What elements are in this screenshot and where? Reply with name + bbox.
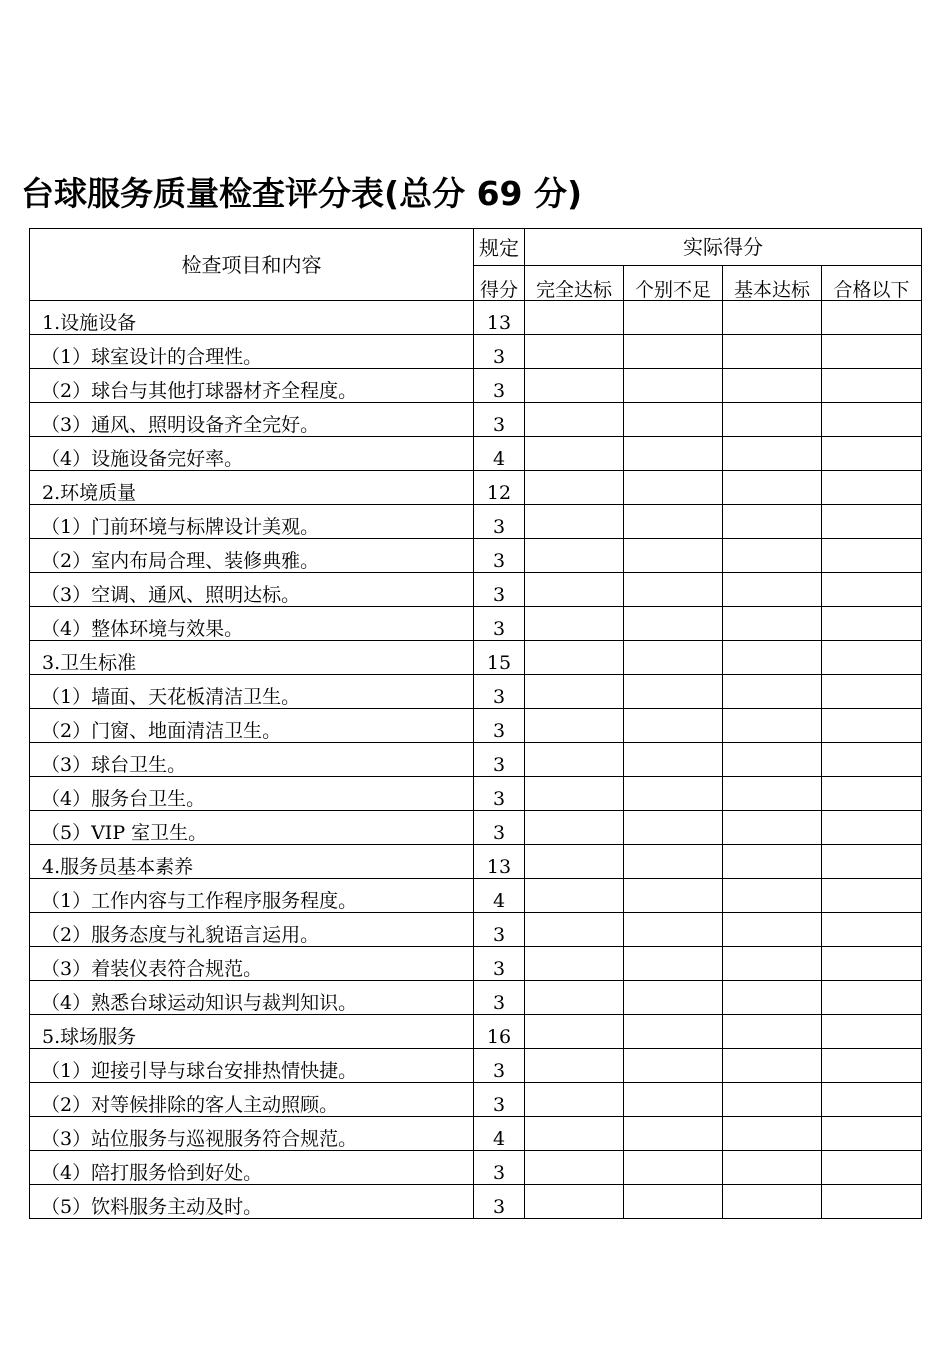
standard-score: 3: [474, 1151, 525, 1185]
actual-score-cell[interactable]: [822, 845, 922, 879]
item-label: （2）对等候排除的客人主动照顾。: [30, 1083, 474, 1117]
item-label: （3）空调、通风、照明达标。: [30, 573, 474, 607]
actual-score-cell[interactable]: [723, 301, 822, 335]
standard-score: 3: [474, 709, 525, 743]
actual-score-cell[interactable]: [525, 471, 624, 505]
item-label: （1）工作内容与工作程序服务程度。: [30, 879, 474, 913]
item-label: （5）VIP 室卫生。: [30, 811, 474, 845]
standard-score: 3: [474, 743, 525, 777]
actual-score-cell[interactable]: [624, 505, 723, 539]
actual-score-cell[interactable]: [525, 1151, 624, 1185]
item-row: [30, 811, 922, 845]
category-label: 3.卫生标准: [30, 641, 474, 675]
item-label: （4）熟悉台球运动知识与裁判知识。: [30, 981, 474, 1015]
item-label: （2）室内布局合理、装修典雅。: [30, 539, 474, 573]
actual-score-cell[interactable]: [822, 1151, 922, 1185]
actual-score-cell[interactable]: [624, 335, 723, 369]
actual-score-cell[interactable]: [723, 335, 822, 369]
standard-score: 3: [474, 1185, 525, 1219]
item-row: [30, 403, 922, 437]
standard-score: 4: [474, 437, 525, 471]
header-level-partial: 个别不足: [624, 266, 723, 301]
item-label: （4）整体环境与效果。: [30, 607, 474, 641]
actual-score-cell[interactable]: [525, 335, 624, 369]
item-label: （3）站位服务与巡视服务符合规范。: [30, 1117, 474, 1151]
actual-score-cell[interactable]: [525, 539, 624, 573]
header-std-bottom: 得分: [474, 266, 525, 301]
actual-score-cell[interactable]: [525, 1015, 624, 1049]
actual-score-cell[interactable]: [525, 573, 624, 607]
actual-score-cell[interactable]: [822, 777, 922, 811]
category-row: [30, 641, 922, 675]
actual-score-cell[interactable]: [525, 437, 624, 471]
actual-score-cell[interactable]: [822, 437, 922, 471]
actual-score-cell[interactable]: [723, 1117, 822, 1151]
actual-score-cell[interactable]: [624, 403, 723, 437]
actual-score-cell[interactable]: [525, 777, 624, 811]
header-actual-score: 实际得分: [525, 229, 922, 266]
actual-score-cell[interactable]: [723, 573, 822, 607]
standard-score: 13: [474, 845, 525, 879]
actual-score-cell[interactable]: [723, 879, 822, 913]
standard-score: 3: [474, 811, 525, 845]
item-label: （2）服务态度与礼貌语言运用。: [30, 913, 474, 947]
category-label: 1.设施设备: [30, 301, 474, 335]
item-row: [30, 573, 922, 607]
actual-score-cell[interactable]: [822, 1049, 922, 1083]
actual-score-cell[interactable]: [822, 607, 922, 641]
actual-score-cell[interactable]: [723, 981, 822, 1015]
actual-score-cell[interactable]: [822, 1083, 922, 1117]
actual-score-cell[interactable]: [525, 845, 624, 879]
actual-score-cell[interactable]: [624, 743, 723, 777]
item-label: （3）球台卫生。: [30, 743, 474, 777]
actual-score-cell[interactable]: [822, 675, 922, 709]
actual-score-cell[interactable]: [822, 301, 922, 335]
actual-score-cell[interactable]: [525, 913, 624, 947]
actual-score-cell[interactable]: [723, 607, 822, 641]
actual-score-cell[interactable]: [822, 369, 922, 403]
actual-score-cell[interactable]: [624, 641, 723, 675]
actual-score-cell[interactable]: [822, 403, 922, 437]
actual-score-cell[interactable]: [822, 743, 922, 777]
actual-score-cell[interactable]: [822, 573, 922, 607]
actual-score-cell[interactable]: [525, 811, 624, 845]
standard-score: 4: [474, 879, 525, 913]
category-row: [30, 471, 922, 505]
actual-score-cell[interactable]: [723, 675, 822, 709]
item-label: （4）陪打服务恰到好处。: [30, 1151, 474, 1185]
actual-score-cell[interactable]: [525, 981, 624, 1015]
standard-score: 3: [474, 369, 525, 403]
standard-score: 15: [474, 641, 525, 675]
standard-score: 3: [474, 1049, 525, 1083]
actual-score-cell[interactable]: [624, 1117, 723, 1151]
actual-score-cell[interactable]: [723, 641, 822, 675]
item-row: [30, 1151, 922, 1185]
actual-score-cell[interactable]: [723, 709, 822, 743]
standard-score: 12: [474, 471, 525, 505]
standard-score: 3: [474, 981, 525, 1015]
actual-score-cell[interactable]: [723, 505, 822, 539]
actual-score-cell[interactable]: [822, 981, 922, 1015]
actual-score-cell[interactable]: [723, 539, 822, 573]
actual-score-cell[interactable]: [624, 573, 723, 607]
actual-score-cell[interactable]: [624, 301, 723, 335]
item-row: [30, 539, 922, 573]
header-item: 检查项目和内容: [30, 229, 474, 301]
item-label: （4）设施设备完好率。: [30, 437, 474, 471]
item-label: （1）墙面、天花板清洁卫生。: [30, 675, 474, 709]
item-label: （1）门前环境与标牌设计美观。: [30, 505, 474, 539]
item-row: [30, 709, 922, 743]
standard-score: 3: [474, 1083, 525, 1117]
actual-score-cell[interactable]: [624, 1151, 723, 1185]
actual-score-cell[interactable]: [624, 947, 723, 981]
item-row: [30, 777, 922, 811]
actual-score-cell[interactable]: [723, 437, 822, 471]
actual-score-cell[interactable]: [822, 539, 922, 573]
score-table: [29, 228, 922, 1219]
category-row: [30, 845, 922, 879]
actual-score-cell[interactable]: [525, 1083, 624, 1117]
item-label: （2）球台与其他打球器材齐全程度。: [30, 369, 474, 403]
actual-score-cell[interactable]: [525, 709, 624, 743]
standard-score: 3: [474, 675, 525, 709]
actual-score-cell[interactable]: [723, 811, 822, 845]
actual-score-cell[interactable]: [624, 1083, 723, 1117]
actual-score-cell[interactable]: [723, 947, 822, 981]
standard-score: 3: [474, 913, 525, 947]
actual-score-cell[interactable]: [723, 1185, 822, 1219]
actual-score-cell[interactable]: [624, 777, 723, 811]
actual-score-cell[interactable]: [822, 1185, 922, 1219]
actual-score-cell[interactable]: [525, 947, 624, 981]
actual-score-cell[interactable]: [723, 1151, 822, 1185]
actual-score-cell[interactable]: [525, 641, 624, 675]
item-row: [30, 437, 922, 471]
standard-score: 3: [474, 505, 525, 539]
item-row: [30, 913, 922, 947]
actual-score-cell[interactable]: [723, 777, 822, 811]
item-row: [30, 879, 922, 913]
actual-score-cell[interactable]: [525, 505, 624, 539]
actual-score-cell[interactable]: [723, 1049, 822, 1083]
actual-score-cell[interactable]: [723, 913, 822, 947]
actual-score-cell[interactable]: [525, 1049, 624, 1083]
actual-score-cell[interactable]: [822, 335, 922, 369]
item-row: [30, 981, 922, 1015]
item-label: （2）门窗、地面清洁卫生。: [30, 709, 474, 743]
actual-score-cell[interactable]: [624, 539, 723, 573]
standard-score: 4: [474, 1117, 525, 1151]
item-label: （3）着装仪表符合规范。: [30, 947, 474, 981]
standard-score: 3: [474, 947, 525, 981]
standard-score: 3: [474, 777, 525, 811]
score-table-body: [30, 229, 922, 1219]
item-row: [30, 947, 922, 981]
item-row: [30, 607, 922, 641]
category-label: 5.球场服务: [30, 1015, 474, 1049]
category-label: 2.环境质量: [30, 471, 474, 505]
item-row: [30, 505, 922, 539]
item-label: （3）通风、照明设备齐全完好。: [30, 403, 474, 437]
document-title: 台球服务质量检查评分表(总分 69 分): [21, 174, 583, 213]
actual-score-cell[interactable]: [624, 709, 723, 743]
header-level-basic: 基本达标: [723, 266, 822, 301]
actual-score-cell[interactable]: [624, 1015, 723, 1049]
item-label: （1）球室设计的合理性。: [30, 335, 474, 369]
actual-score-cell[interactable]: [723, 845, 822, 879]
header-row-top: [30, 229, 922, 266]
actual-score-cell[interactable]: [723, 403, 822, 437]
actual-score-cell[interactable]: [822, 947, 922, 981]
actual-score-cell[interactable]: [822, 471, 922, 505]
actual-score-cell[interactable]: [624, 913, 723, 947]
actual-score-cell[interactable]: [822, 1015, 922, 1049]
item-label: （1）迎接引导与球台安排热情快捷。: [30, 1049, 474, 1083]
actual-score-cell[interactable]: [822, 1117, 922, 1151]
actual-score-cell[interactable]: [525, 301, 624, 335]
header-level-full: 完全达标: [525, 266, 624, 301]
standard-score: 3: [474, 607, 525, 641]
actual-score-cell[interactable]: [723, 471, 822, 505]
item-row: [30, 1049, 922, 1083]
actual-score-cell[interactable]: [822, 709, 922, 743]
actual-score-cell[interactable]: [624, 369, 723, 403]
standard-score: 3: [474, 573, 525, 607]
header-level-below: 合格以下: [822, 266, 922, 301]
actual-score-cell[interactable]: [723, 1083, 822, 1117]
actual-score-cell[interactable]: [624, 437, 723, 471]
actual-score-cell[interactable]: [624, 675, 723, 709]
item-row: [30, 1117, 922, 1151]
actual-score-cell[interactable]: [624, 1049, 723, 1083]
actual-score-cell[interactable]: [822, 505, 922, 539]
actual-score-cell[interactable]: [624, 879, 723, 913]
standard-score: 13: [474, 301, 525, 335]
actual-score-cell[interactable]: [624, 981, 723, 1015]
item-row: [30, 1083, 922, 1117]
actual-score-cell[interactable]: [723, 369, 822, 403]
item-row: [30, 369, 922, 403]
actual-score-cell[interactable]: [624, 471, 723, 505]
item-row: [30, 335, 922, 369]
actual-score-cell[interactable]: [624, 811, 723, 845]
actual-score-cell[interactable]: [525, 607, 624, 641]
actual-score-cell[interactable]: [822, 811, 922, 845]
category-row: [30, 301, 922, 335]
actual-score-cell[interactable]: [624, 1185, 723, 1219]
standard-score: 3: [474, 403, 525, 437]
item-row: [30, 675, 922, 709]
actual-score-cell[interactable]: [624, 607, 723, 641]
actual-score-cell[interactable]: [822, 913, 922, 947]
item-label: （5）饮料服务主动及时。: [30, 1185, 474, 1219]
category-row: [30, 1015, 922, 1049]
actual-score-cell[interactable]: [525, 675, 624, 709]
actual-score-cell[interactable]: [525, 879, 624, 913]
actual-score-cell[interactable]: [723, 743, 822, 777]
actual-score-cell[interactable]: [822, 879, 922, 913]
standard-score: 3: [474, 539, 525, 573]
actual-score-cell[interactable]: [525, 1117, 624, 1151]
category-label: 4.服务员基本素养: [30, 845, 474, 879]
standard-score: 3: [474, 335, 525, 369]
item-row: [30, 1185, 922, 1219]
item-label: （4）服务台卫生。: [30, 777, 474, 811]
actual-score-cell[interactable]: [723, 1015, 822, 1049]
actual-score-cell[interactable]: [525, 1185, 624, 1219]
item-row: [30, 743, 922, 777]
standard-score: 16: [474, 1015, 525, 1049]
header-std-top: 规定: [474, 229, 525, 266]
actual-score-cell[interactable]: [525, 369, 624, 403]
actual-score-cell[interactable]: [822, 641, 922, 675]
actual-score-cell[interactable]: [525, 743, 624, 777]
actual-score-cell[interactable]: [624, 845, 723, 879]
actual-score-cell[interactable]: [525, 403, 624, 437]
